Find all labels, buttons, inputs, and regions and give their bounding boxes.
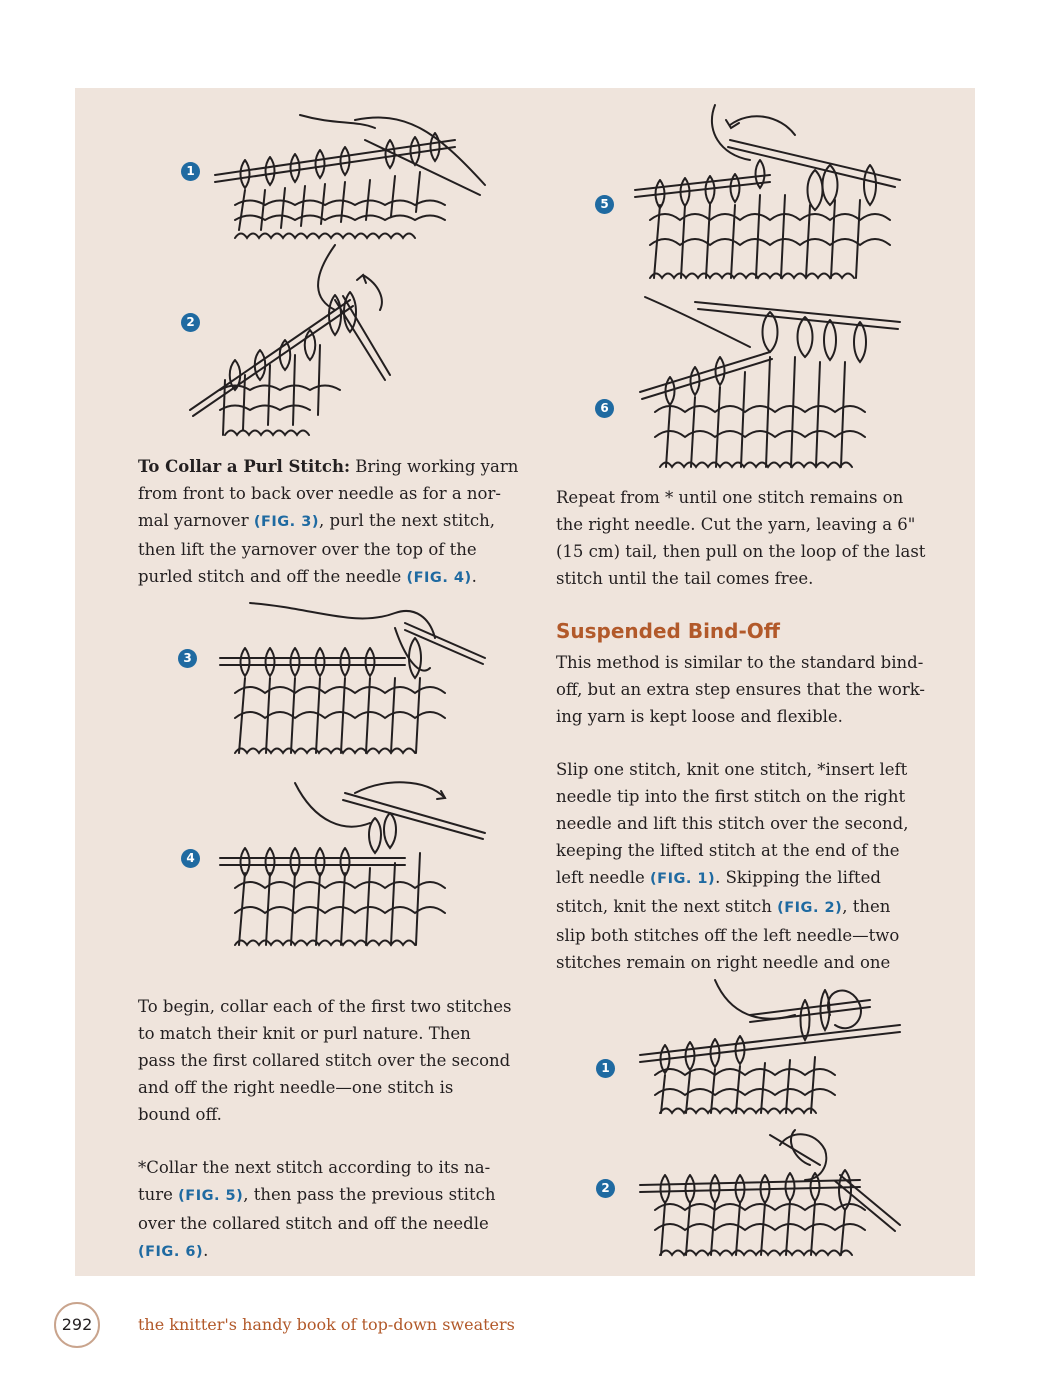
text-line: This method is similar to the standard bind- — [556, 653, 924, 672]
text-span: . — [203, 1241, 209, 1260]
text-line: and off the right needle—one stitch is — [138, 1078, 454, 1097]
text-line: ing yarn is kept loose and flexible. — [556, 707, 843, 726]
collar-purl-lead: To Collar a Purl Stitch: — [138, 457, 351, 476]
figure-6-badge: 6 — [595, 399, 614, 418]
text-span: left needle — [556, 868, 651, 887]
figure-2-badge: 2 — [181, 313, 200, 332]
text-line: over the collared stitch and off the needle — [138, 1214, 489, 1233]
text-line: *Collar the next stitch according to its na- — [138, 1158, 491, 1177]
text-line: needle and lift this stitch over the second, — [556, 814, 909, 833]
fig-6-link[interactable]: (FIG. 6) — [138, 1244, 204, 1260]
figure-4-badge: 4 — [181, 849, 200, 868]
figure-4-illustration — [205, 773, 495, 953]
to-begin-paragraph — [138, 993, 511, 1128]
text-line: off, but an extra step ensures that the work- — [556, 680, 925, 699]
text-span: purled stitch and off the needle — [138, 567, 407, 586]
suspended-figure-1-illustration — [620, 975, 910, 1120]
text-span: , purl the next stitch, — [318, 511, 495, 530]
figure-1-illustration — [205, 100, 495, 250]
repeat-paragraph — [556, 484, 925, 592]
fig-3-link[interactable]: (FIG. 3) — [253, 514, 319, 530]
text-line: pass the first collared stitch over the second — [138, 1051, 511, 1070]
figure-5-illustration — [620, 100, 910, 290]
section-heading: Suspended Bind-Off — [556, 619, 780, 643]
fig-4-link[interactable]: (FIG. 4) — [406, 570, 472, 586]
running-title: the knitter's handy book of top-down sweaters — [138, 1315, 515, 1334]
text-span: . — [471, 567, 477, 586]
text-line: stitch until the tail comes free. — [556, 569, 814, 588]
text-line: from front to back over needle as for a nor- — [138, 484, 501, 503]
collar-next-paragraph — [138, 1154, 495, 1266]
text-line: Slip one stitch, knit one stitch, *insert left — [556, 760, 908, 779]
figure-1-badge: 1 — [181, 162, 200, 181]
text-line: To begin, collar each of the first two stitches — [138, 997, 512, 1016]
text-line: stitches remain on right needle and one — [556, 953, 891, 972]
figure-5-badge: 5 — [595, 195, 614, 214]
text-span: , then pass the previous stitch — [243, 1185, 496, 1204]
text-line: needle tip into the first stitch on the right — [556, 787, 906, 806]
text-span: ture — [138, 1185, 179, 1204]
page-number: 292 — [54, 1302, 100, 1348]
text-line: then lift the yarnover over the top of the — [138, 540, 477, 559]
figure-2-illustration — [185, 240, 415, 440]
figure-3-illustration — [205, 598, 495, 768]
text-line: bound off. — [138, 1105, 222, 1124]
suspended-figure-1-badge: 1 — [596, 1059, 615, 1078]
text-span: , then — [842, 897, 891, 916]
suspended-intro-paragraph — [556, 649, 925, 730]
collar-purl-paragraph — [138, 453, 518, 592]
fig-2-link[interactable]: (FIG. 2) — [777, 900, 843, 916]
text-line: slip both stitches off the left needle—two — [556, 926, 900, 945]
suspended-figure-2-illustration — [620, 1125, 910, 1265]
figure-6-illustration — [620, 292, 910, 477]
fig-5-link[interactable]: (FIG. 5) — [178, 1188, 244, 1204]
suspended-steps-paragraph — [556, 756, 908, 976]
text-line: Bring working yarn — [350, 457, 519, 476]
fig-1-link[interactable]: (FIG. 1) — [650, 871, 716, 887]
text-line: keeping the lifted stitch at the end of the — [556, 841, 900, 860]
text-span: . Skipping the lifted — [715, 868, 881, 887]
text-line: the right needle. Cut the yarn, leaving a 6" — [556, 515, 916, 534]
suspended-figure-2-badge: 2 — [596, 1179, 615, 1198]
text-line: to match their knit or purl nature. Then — [138, 1024, 471, 1043]
text-line: (15 cm) tail, then pull on the loop of the last — [556, 542, 926, 561]
text-line: Repeat from * until one stitch remains on — [556, 488, 904, 507]
text-span: mal yarnover — [138, 511, 254, 530]
figure-3-badge: 3 — [178, 649, 197, 668]
text-span: stitch, knit the next stitch — [556, 897, 778, 916]
